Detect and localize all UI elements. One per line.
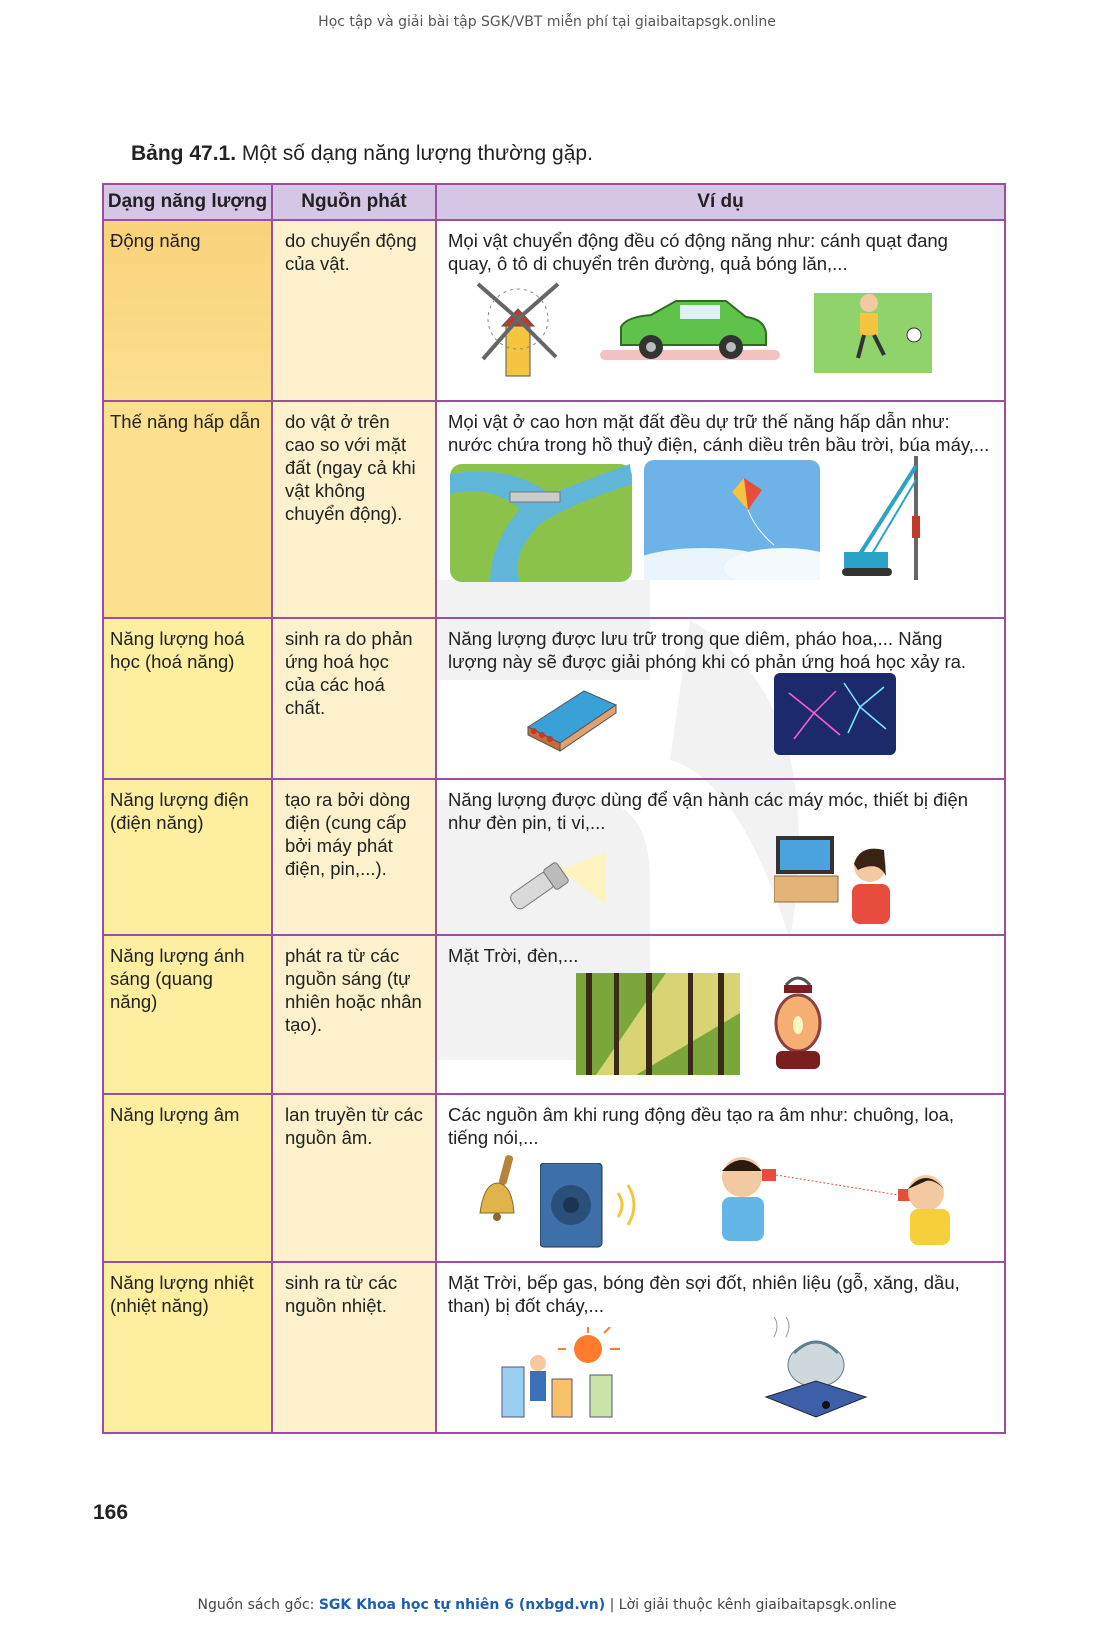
header-form: Dạng năng lượng: [103, 184, 272, 220]
example-cell: [436, 1094, 1005, 1262]
example-cell: [436, 935, 1005, 1094]
fireworks-image: [774, 673, 896, 755]
footer-prefix: Nguồn sách gốc:: [197, 1597, 319, 1613]
table-row: [103, 220, 1005, 401]
footer-suffix: | Lời giải thuộc kênh giaibaitapsgk.online: [605, 1597, 897, 1613]
table-row: [103, 779, 1005, 935]
form-cell: Năng lượng hoá học (hoá năng): [103, 618, 272, 779]
source-cell: do vật ở trên cao so với mặt đất (ngay cả khi vật không chuyển động).: [272, 401, 436, 618]
footer-source-link[interactable]: SGK Khoa học tự nhiên 6 (nxbgd.vn): [318, 1597, 606, 1613]
matchbox-image: [524, 687, 620, 753]
tv-child-image: [774, 836, 904, 928]
table-row: [103, 401, 1005, 618]
table-row: [103, 935, 1005, 1094]
source-cell: lan truyền từ các nguồn âm.: [272, 1094, 436, 1262]
table-header-row: [103, 184, 1005, 220]
caption-text: Một số dạng năng lượng thường gặp.: [236, 142, 593, 165]
bell-image: [472, 1155, 522, 1225]
example-text: Năng lượng được dùng để vận hành các máy móc, thiết bị điện như đèn pin, ti vi,...: [448, 789, 969, 833]
example-text: Năng lượng được lưu trữ trong que diêm, pháo hoa,... Năng lượng này sẽ được giải phóng khi có phản ứng hoá học xảy ra.: [448, 628, 967, 672]
oil-lantern-image: [766, 971, 830, 1075]
example-cell: [436, 618, 1005, 779]
header-source: Nguồn phát: [272, 184, 436, 220]
caption-label: Bảng 47.1.: [131, 142, 237, 165]
example-text: Mọi vật chuyển động đều có động năng như: cánh quạt đang quay, ô tô di chuyển trên đường, quả bóng lăn,...: [448, 230, 948, 274]
footer: [0, 1597, 1094, 1613]
tin-can-phone-image: [712, 1149, 962, 1249]
header-note: Học tập và giải bài tập SGK/VBT miễn phí tại giaibaitapsgk.online: [318, 14, 776, 30]
speaker-image: [540, 1163, 652, 1249]
city-sun-image: [492, 1327, 624, 1421]
car-image: [596, 295, 786, 375]
energy-table: [102, 183, 1006, 1434]
form-cell: Năng lượng âm: [103, 1094, 272, 1262]
example-text: Mặt Trời, bếp gas, bóng đèn sợi đốt, nhiên liệu (gỗ, xăng, dầu, than) bị đốt cháy,...: [448, 1272, 960, 1316]
source-cell: do chuyển động của vật.: [272, 220, 436, 401]
source-cell: sinh ra do phản ứng hoá học của các hoá chất.: [272, 618, 436, 779]
source-cell: tạo ra bởi dòng điện (cung cấp bởi máy phát điện, pin,...).: [272, 779, 436, 935]
pile-driver-image: [838, 456, 938, 582]
example-cell: [436, 220, 1005, 401]
example-text: Mặt Trời, đèn,...: [448, 945, 579, 966]
table-row: [103, 1094, 1005, 1262]
example-cell: [436, 401, 1005, 618]
form-cell: Năng lượng ánh sáng (quang năng): [103, 935, 272, 1094]
football-player-image: [814, 283, 932, 373]
table-row: [103, 618, 1005, 779]
example-cell: [436, 1262, 1005, 1433]
example-text: Mọi vật ở cao hơn mặt đất đều dự trữ thế năng hấp dẫn như: nước chứa trong hồ thuỷ điện, cánh diều trên bầu trời, búa máy,...: [448, 411, 990, 455]
header-example: Ví dụ: [436, 184, 1005, 220]
hydropower-dam-image: [450, 464, 632, 582]
form-cell: Thế năng hấp dẫn: [103, 401, 272, 618]
source-cell: sinh ra từ các nguồn nhiệt.: [272, 1262, 436, 1433]
form-cell: Năng lượng nhiệt (nhiệt năng): [103, 1262, 272, 1433]
form-cell: Động năng: [103, 220, 272, 401]
form-cell: Năng lượng điện (điện năng): [103, 779, 272, 935]
flashlight-image: [502, 852, 606, 924]
kettle-stove-image: [760, 1317, 872, 1421]
source-cell: phát ra từ các nguồn sáng (tự nhiên hoặc nhân tạo).: [272, 935, 436, 1094]
table-row: [103, 1262, 1005, 1433]
example-text: Các nguồn âm khi rung động đều tạo ra âm như: chuông, loa, tiếng nói,...: [448, 1104, 955, 1148]
forest-sunlight-image: [576, 973, 740, 1075]
kite-image: [644, 460, 820, 580]
example-cell: [436, 779, 1005, 935]
windmill-image: [468, 279, 568, 379]
table-caption: [131, 142, 593, 166]
page-number: 166: [93, 1501, 129, 1524]
